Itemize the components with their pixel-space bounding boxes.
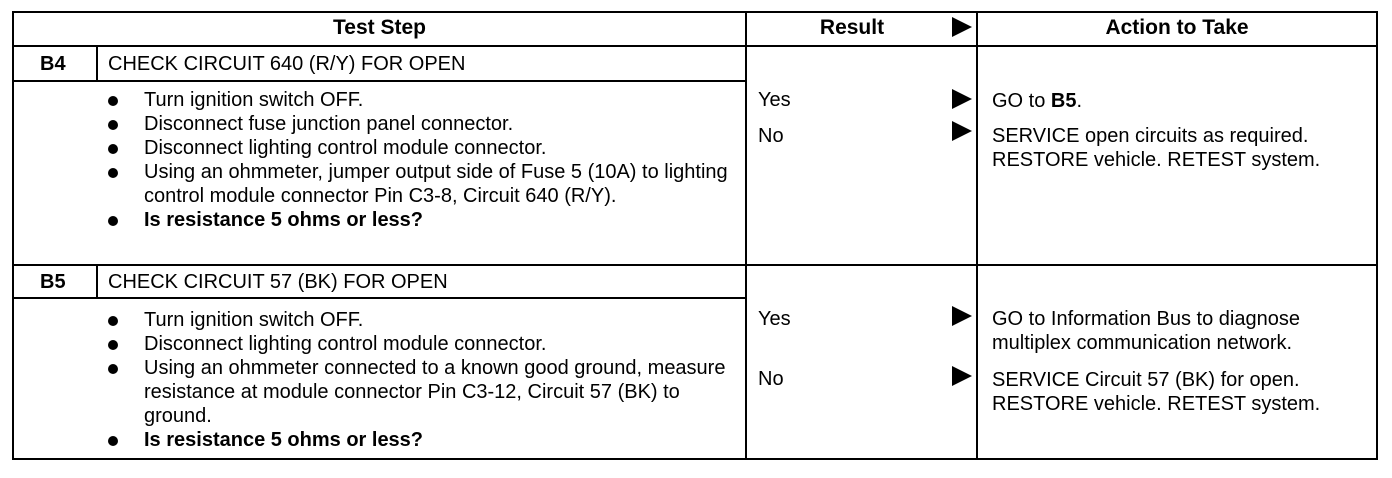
bullet-icon xyxy=(108,168,118,178)
step-title-b4: CHECK CIRCUIT 640 (R/Y) FOR OPEN xyxy=(108,53,466,75)
b5-no-arrow-icon xyxy=(952,366,972,386)
step-id-b4: B4 xyxy=(40,53,66,75)
header-result: Result xyxy=(819,16,885,39)
b4-id-divider xyxy=(96,46,98,81)
list-item: Using an ohmmeter, jumper output side of Fuse 5 (10A) to lighting control module connector Pin C3-8, Circuit 640 (R/Y). xyxy=(108,160,728,208)
header-action: Action to Take xyxy=(1105,16,1249,39)
list-item: Disconnect fuse junction panel connector. xyxy=(108,112,728,136)
b4-result-yes: Yes xyxy=(758,89,791,111)
b5-title-separator xyxy=(12,297,747,299)
row-separator xyxy=(12,264,1378,266)
b5-id-divider xyxy=(96,265,98,298)
b4-bullet-list xyxy=(108,88,728,232)
list-item-question: Is resistance 5 ohms or less? xyxy=(108,428,728,452)
bullet-icon xyxy=(108,436,118,446)
bullet-icon xyxy=(108,120,118,130)
step-id-b5: B5 xyxy=(40,271,66,293)
list-item: Disconnect lighting control module connector. xyxy=(108,136,728,160)
bullet-icon xyxy=(108,96,118,106)
table-border-bottom xyxy=(12,458,1378,460)
header-test-step: Test Step xyxy=(333,16,426,39)
b5-result-yes: Yes xyxy=(758,308,791,330)
table-border-right xyxy=(1376,11,1378,460)
b5-action-no: SERVICE Circuit 57 (BK) for open. RESTORE vehicle. RETEST system. xyxy=(992,369,1321,415)
b4-title-separator xyxy=(12,80,747,82)
bullet-icon xyxy=(108,216,118,226)
b5-bullet-list xyxy=(108,308,728,452)
b4-yes-arrow-icon xyxy=(952,89,972,109)
bullet-icon xyxy=(108,364,118,374)
header-arrow-icon xyxy=(952,17,972,37)
bullet-icon xyxy=(108,340,118,350)
list-item: Using an ohmmeter connected to a known good ground, measure resistance at module connector Pin C3-12, Circuit 57 (BK) to ground. xyxy=(108,356,728,428)
bullet-icon xyxy=(108,144,118,154)
header-separator xyxy=(12,45,1378,47)
b4-action-no: SERVICE open circuits as required. RESTORE vehicle. RETEST system. xyxy=(992,125,1321,171)
list-item: Turn ignition switch OFF. xyxy=(108,88,728,112)
b4-action-yes: GO to B5. xyxy=(992,90,1083,112)
step-title-b5: CHECK CIRCUIT 57 (BK) FOR OPEN xyxy=(108,271,448,293)
list-item: Turn ignition switch OFF. xyxy=(108,308,728,332)
b4-no-arrow-icon xyxy=(952,121,972,141)
table-border-left xyxy=(12,11,14,460)
b4-result-no: No xyxy=(758,125,784,147)
list-item-question: Is resistance 5 ohms or less? xyxy=(108,208,728,232)
column-divider-action xyxy=(976,11,978,460)
b5-yes-arrow-icon xyxy=(952,306,972,326)
b5-action-yes: GO to Information Bus to diagnose multiplex communication network. xyxy=(992,308,1300,354)
column-divider-result xyxy=(745,11,747,460)
b5-result-no: No xyxy=(758,368,784,390)
list-item: Disconnect lighting control module connector. xyxy=(108,332,728,356)
bullet-icon xyxy=(108,316,118,326)
